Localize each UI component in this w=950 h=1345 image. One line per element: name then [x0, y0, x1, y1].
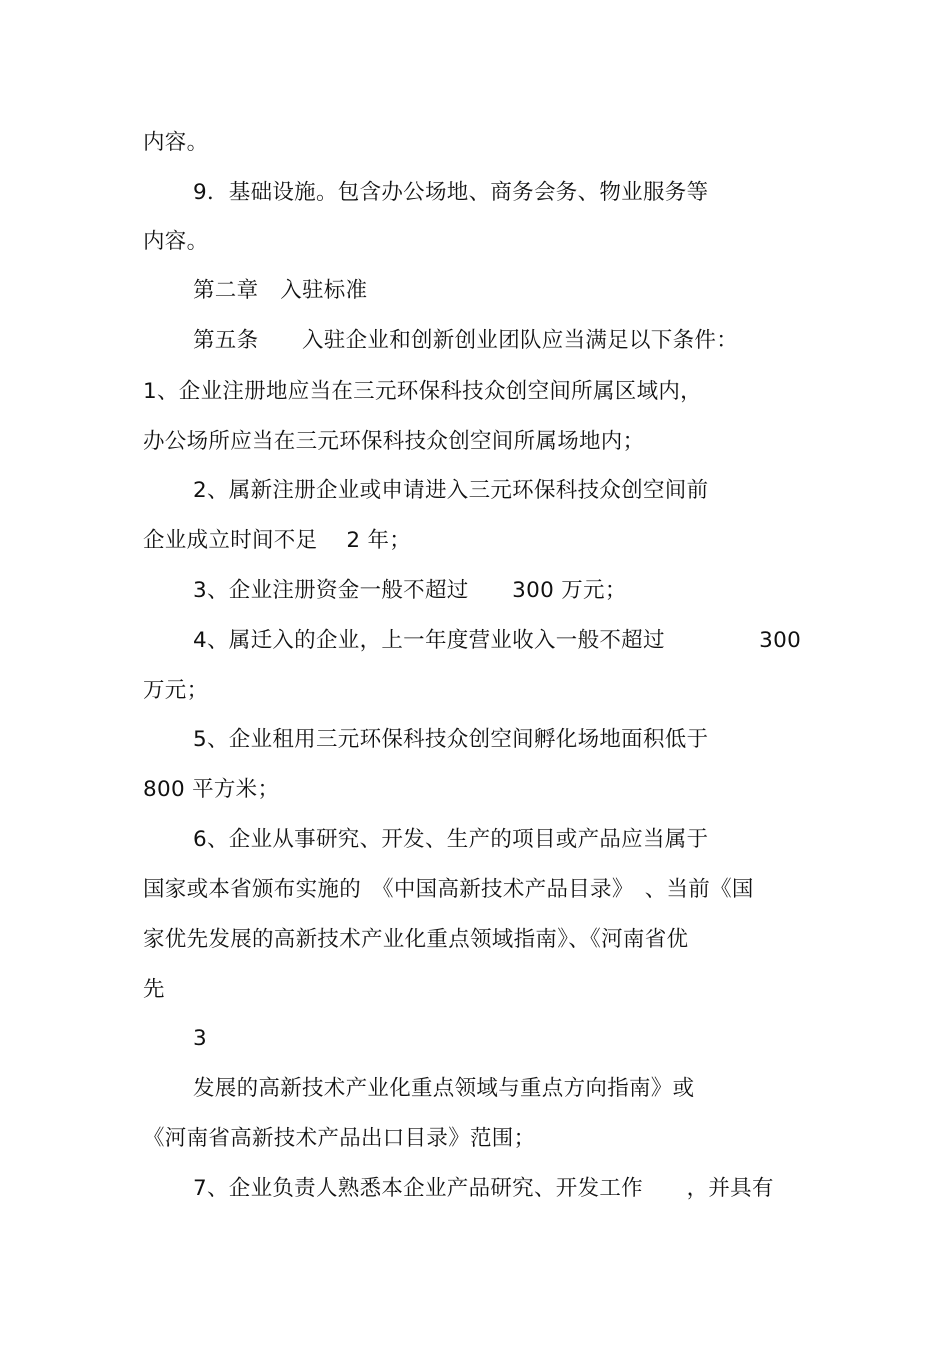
text-line-20: 发展的高新技术产业化重点领域与重点方向指南》或: [193, 1076, 695, 1101]
text-line-9: 企业成立时间不足 2 年；: [143, 528, 412, 553]
text-line-21: 《河南省高新技术产品出口目录》范围；: [143, 1126, 536, 1151]
text-line-18: 先: [143, 977, 165, 1002]
text-line-8: 2、属新注册企业或申请进入三元环保科技众创空间前: [193, 478, 709, 503]
text-line-16: 国家或本省颁布实施的 《中国高新技术产品目录》 、当前《国: [143, 877, 754, 902]
text-line-6: 1、企业注册地应当在三元环保科技众创空间所属区域内，: [143, 379, 702, 404]
text-line-17: 家优先发展的高新技术产业化重点领域指南》、《河南省优: [143, 927, 689, 952]
text-line-2: 9．基础设施。包含办公场地、商务会务、物业服务等: [193, 180, 709, 205]
article-heading: 第五条 入驻企业和创新创业团队应当满足以下条件：: [193, 328, 739, 353]
text-line-7: 办公场所应当在三元环保科技众创空间所属场地内；: [143, 429, 645, 454]
text-line-1: 内容。: [143, 130, 209, 155]
text-line-15: 6、企业从事研究、开发、生产的项目或产品应当属于: [193, 827, 709, 852]
text-line-11: 4、属迁入的企业，上一年度营业收入一般不超过 300: [193, 628, 802, 653]
text-line-22: 7、企业负责人熟悉本企业产品研究、开发工作 ，并具有: [193, 1176, 774, 1201]
text-line-13: 5、企业租用三元环保科技众创空间孵化场地面积低于: [193, 727, 709, 752]
page-number: 3: [193, 1026, 207, 1051]
text-line-3: 内容。: [143, 229, 209, 254]
text-line-14: 800 平方米；: [143, 777, 280, 802]
chapter-heading: 第二章 入驻标准: [193, 278, 368, 303]
text-line-12: 万元；: [143, 678, 209, 703]
text-line-10: 3、企业注册资金一般不超过 300 万元；: [193, 578, 627, 603]
